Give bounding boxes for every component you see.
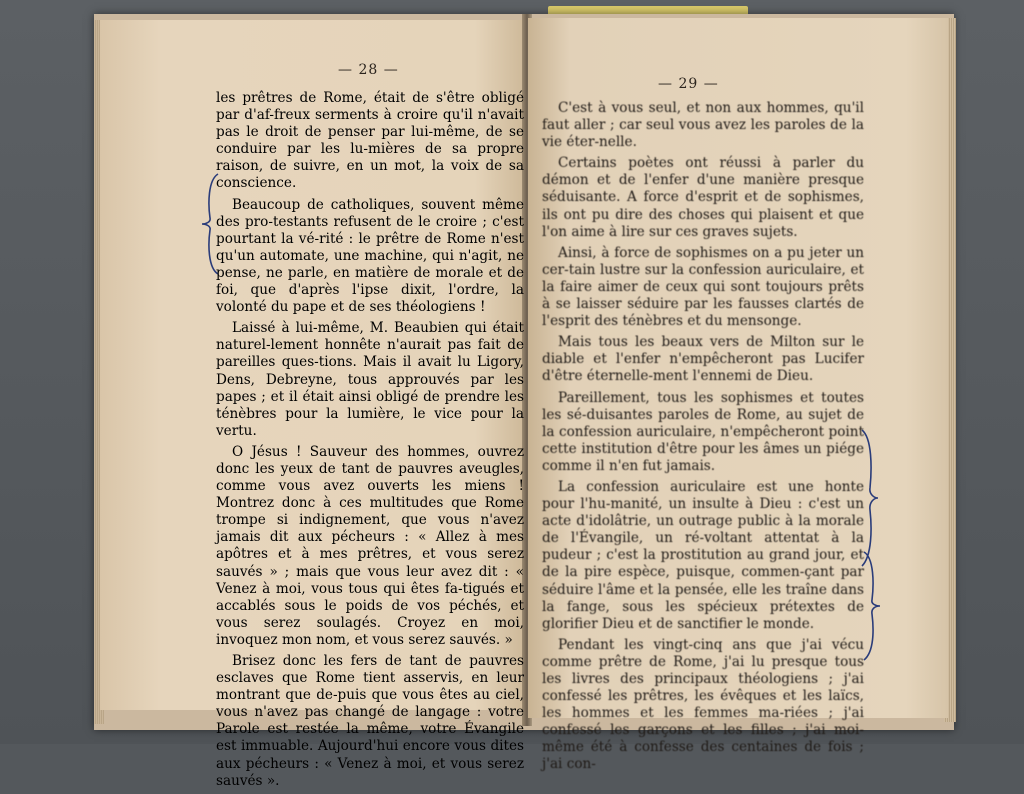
paragraph: Certains poètes ont réussi à parler du démon et de l'enfer d'une manière presque séduisante. A force d'esprit et de sophismes, ils ont pu dire des choses qui plaisent et que l'on aime à lire sur ces graves sujets. [542,155,864,240]
left-page-text [216,90,524,794]
margin-bracket-right-2 [860,550,884,662]
margin-bracket-right-1 [858,428,882,568]
paragraph: C'est à vous seul, et non aux hommes, qu'il faut aller ; car seul vous avez les paroles de la vie éter-nelle. [542,100,864,151]
paragraph: Brisez donc les fers de tant de pauvres esclaves que Rome tient asservis, en leur montrant que de-puis que vous êtes au ciel, vous n'avez pas changé de langage : votre Parole est restée la même, votre Évangile est immuable. Aujourd'hui encore vous dites aux pécheurs : « Venez à moi, et vous serez sauvés ». [216,653,524,789]
paragraph: Ainsi, à force de sophismes on a pu jeter un cer-tain lustre sur la confession auriculaire, et la faire aimer de ceux qui sont toujours prêts à se laisser séduire par les fausses clartés de l'esprit des ténèbres et du mensonge. [542,244,864,330]
right-page [528,18,948,773]
page-number-left: — 28 — [338,62,399,78]
paragraph: Mais tous les beaux vers de Milton sur le diable et l'enfer n'empêcheront pas Lucifer d'être éternelle-ment l'ennemi de Dieu. [542,334,864,385]
paragraph: O Jésus ! Sauveur des hommes, ouvrez donc les yeux de tant de pauvres aveugles, comme vous avez ouverts les miens ! Montrez donc à ces multitudes que Rome trompe si indignement, que vous n'avez jamais dit aux pécheurs : « Allez à mes apôtres et à mes prêtres, et vous serez sauvés » ; mais que vous leur avez dit : « Venez à moi, vous tous qui êtes fa-tigués et accablés sous le poids de vos péchés, et vous serez soulagés. Croyez en moi, invoquez mon nom, et vous serez sauvés. » [216,443,524,648]
paragraph: Pareillement, tous les sophismes et toutes les sé-duisantes paroles de Rome, au sujet de la confession auriculaire, n'empêcheront point cette institution d'être pour les âmes un piége comme il n'en fut jamais. [542,389,864,474]
paragraph: La confession auriculaire est une honte pour l'hu-manité, un insulte à Dieu : c'est un acte d'idolâtrie, un outrage public à la morale de l'Évangile, un ré-voltant attentat à la pudeur ; c'est la prostitution au grand jour, et de la pire espèce, puisque, commen-çant par séduire l'âme et la pensée, elle les traîne dans la fange, sous les spécieux prétextes de glorifier Dieu et de sanctifier le monde. [542,478,864,632]
page-number-right: — 29 — [658,76,719,92]
paragraph: Pendant les vingt-cinq ans que j'ai vécu comme prêtre de Rome, j'ai lu presque tous les livres des principaux théologiens ; j'ai confessé les prêtres, les évêques et les laïcs, les hommes et les femmes ma-riées ; j'ai confessé les garçons et les filles ; j'ai moi-même été à confesse des centaines de fois ; j'ai con- [542,636,864,773]
paragraph: Laissé à lui-même, M. Beaubien qui était naturel-lement honnête n'aurait pas fait de pareilles ques-tions. Mais il avait lu Ligory, Dens, Debreyne, tous approuvés par les papes ; et il était ainsi obligé de prendre les ténèbres pour la lumière, le vice pour la vertu. [216,320,524,439]
paragraph: les prêtres de Rome, était de s'être obligé par d'af-freux serments à croire qu'il n'avait pas le droit de penser par lui-même, de se conduire par les lu-mières de sa propre raison, de suivre, en un mot, la voix de sa conscience. [216,90,524,192]
right-page-text [542,100,864,778]
paragraph: Beaucoup de catholiques, souvent même des pro-testants refusent de le croire ; c'est pourtant la vé-rité : le prêtre de Rome n'est qu'un automate, une machine, qui n'agit, ne pense, ne parle, en matière de morale et de foi, que d'après l'ipse dixit, l'ordre, la volonté du pape et de ses théologiens ! [216,196,524,316]
